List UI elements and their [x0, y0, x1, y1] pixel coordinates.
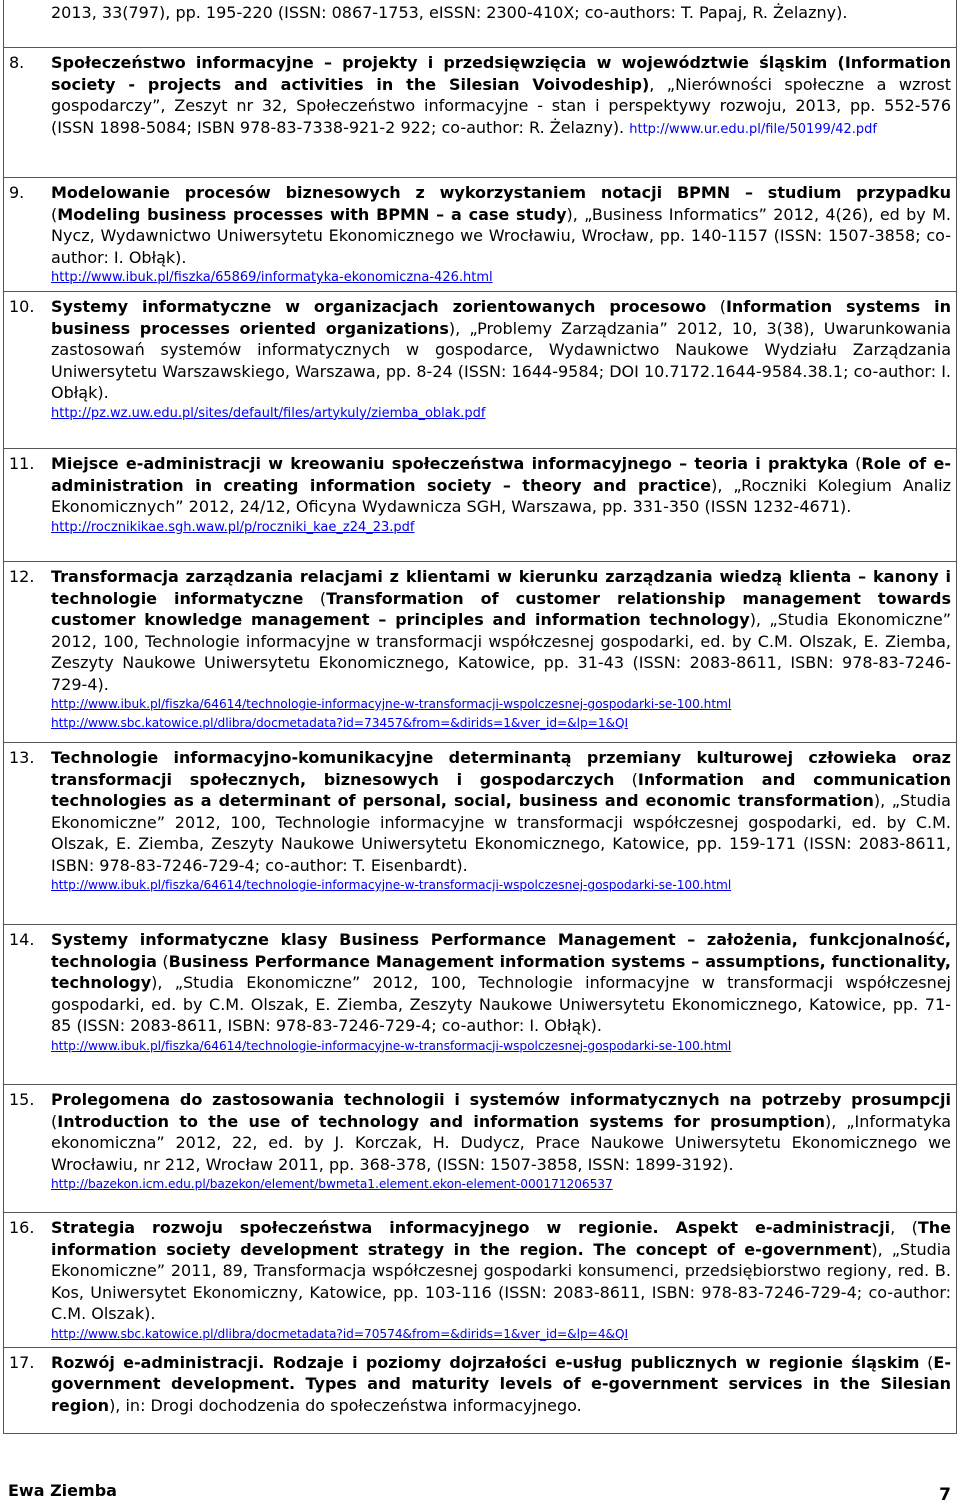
entry-number: 14. — [9, 930, 35, 949]
entry-number: 15. — [9, 1090, 35, 1109]
entry-details: ( — [706, 297, 726, 316]
entry-number: 12. — [9, 567, 35, 586]
entry-number: 13. — [9, 748, 35, 767]
entry-details: ), „Informatyka ekonomiczna” 2012, 22, ed. by J. Korczak, H. Dudycz, Prace Naukowe Uniwersytetu Ekonomicznego we Wrocławiu, nr 212, Wrocław 2011, pp. 368-378, (ISSN: 1507-3858, ISSN: 1899-3192). — [51, 1111, 952, 1174]
entry-details: ), in: Drogi dochodzenia do społeczeństwa informacyjnego. — [109, 1395, 582, 1415]
publication-entry — [4, 925, 957, 1085]
publication-cell — [4, 449, 957, 562]
entry-details: , ( — [890, 1218, 918, 1237]
entry-link[interactable]: http://www.ibuk.pl/fiszka/64614/technologie-informacyjne-w-transformacji-wspolczesnej-gospodarki-se-100.html — [51, 697, 732, 711]
entry-details: ), „Studia Ekonomiczne” 2012, 100, Technologie informacyjne w transformacji współczesnej gospodarki, ed. by C.M. Olszak, E. Ziemba, Zeszyty Naukowe Uniwersytetu Ekonomicznego, Katowice, pp. 31-43 (ISSN: 2083-8611, ISBN: 978-83-7246-729-4). — [51, 610, 952, 694]
entry-title: Modelowanie procesów biznesowych z wykorzystaniem notacji BPMN – studium przypadku — [51, 183, 951, 202]
entry-number: 16. — [9, 1218, 35, 1237]
publication-cell — [4, 178, 957, 292]
entry-title: Introduction to the use of technology and information systems for prosumption — [57, 1111, 826, 1131]
entry-details: ), „Roczniki Kolegium Analiz Ekonomicznych” 2012, 24/12, Oficyna Wydawnicza SGH, Warszawa, pp. 331-350 (ISSN 1232-4671). — [51, 475, 952, 516]
publication-cell — [4, 1347, 957, 1433]
publication-cell — [4, 743, 957, 925]
entry-text — [51, 296, 951, 423]
publication-cell — [4, 292, 957, 449]
entry-text — [51, 1217, 951, 1344]
publication-entry — [4, 743, 957, 925]
entry-number: 8. — [9, 53, 25, 72]
entry-title: Systemy informatyczne w organizacjach zorientowanych procesowo — [51, 297, 707, 316]
entry-link[interactable]: http://pz.wz.uw.edu.pl/sites/default/files/artykuly/ziemba_oblak.pdf — [51, 405, 486, 421]
entry-details: ( — [303, 588, 327, 608]
publication-cell — [4, 925, 957, 1085]
entry-details: , „Nierówności społeczne a wzrost gospodarczy”, Zeszyt nr 32, Społeczeństwo informacyjne - stan i perspektywy rozwoju, 2013, pp. 552-576 (ISSN 1898-5084; ISBN 978-83-7338-921-2 922; co-author: R. Żelazny). — [51, 74, 951, 137]
publication-entry — [4, 1085, 957, 1213]
entry-title: Information and communication technologies as a determinant of personal, social, business and economic transformation — [51, 769, 952, 810]
entry-details: ( — [156, 951, 169, 971]
publication-entry — [4, 48, 957, 178]
entry-title: Strategia rozwoju społeczeństwa informacyjnego w regionie. Aspekt e-administracji — [51, 1218, 891, 1237]
entry-title: Transformation of customer relationship management towards customer knowledge management – principles and information technology — [51, 588, 952, 629]
entry-details: ( — [848, 454, 862, 473]
publication-entry — [4, 449, 957, 562]
publication-entry — [4, 1347, 957, 1433]
publication-entry — [4, 0, 957, 48]
entry-text — [51, 2, 951, 24]
entry-number: 11. — [9, 454, 35, 473]
entry-title: The information society development strategy in the region. The concept of e-government — [51, 1218, 952, 1259]
publication-entry — [4, 562, 957, 743]
entry-details: ( — [51, 1111, 58, 1131]
entry-link[interactable]: http://www.ibuk.pl/fiszka/65869/informatyka-ekonomiczna-426.html — [51, 270, 493, 285]
publication-entry — [4, 292, 957, 449]
entry-title: Systemy informatyczne klasy Business Performance Management – założenia, funkcjonalność, technologia — [51, 930, 951, 971]
entry-title: Transformacja zarządzania relacjami z klientami w kierunku zarządzania wiedzą klienta – kanony i technologie informatyczne — [51, 567, 951, 608]
entry-details: ), „Studia Ekonomiczne” 2012, 100, Technologie informacyjne w transformacji współczesnej gospodarki, ed. by C.M. Olszak, E. Ziemba, Zeszyty Naukowe Uniwersytetu Ekonomicznego, Katowice, pp. 71-85 (ISSN: 2083-8611, ISBN: 978-83-7246-729-4; co-author: I. Obłąk). — [51, 973, 951, 1035]
entry-text — [51, 929, 951, 1056]
entry-title: Prolegomena do zastosowania technologii i systemów informatycznych na potrzeby prosumpcji — [51, 1090, 951, 1109]
entry-title: E-government development. Types and maturity levels of e-government services in the Silesian region — [51, 1352, 951, 1415]
entry-details: ( — [51, 204, 58, 224]
entry-link[interactable]: http://www.ibuk.pl/fiszka/64614/technologie-informacyjne-w-transformacji-wspolczesnej-gospodarki-se-100.html — [51, 878, 732, 892]
entry-title: Business Performance Management information systems – assumptions, functionality, technology — [51, 951, 952, 992]
entry-details: ( — [614, 769, 638, 789]
entry-link[interactable]: http://www.ibuk.pl/fiszka/64614/technologie-informacyjne-w-transformacji-wspolczesnej-gospodarki-se-100.html — [51, 1038, 732, 1053]
entry-text — [51, 1352, 951, 1417]
publication-cell — [4, 1213, 957, 1348]
entry-text — [51, 566, 951, 733]
entry-details: ), „Business Informatics” 2012, 4(26), ed by M. Nycz, Wydawnictwo Uniwersytetu Ekonomicznego we Wrocławiu, Wrocław, pp. 140-1157 (ISSN: 1507-3858; co-author: I. Obłąk). — [51, 204, 952, 267]
entry-link[interactable]: http://www.sbc.katowice.pl/dlibra/docmetadata?id=73457&from=&dirids=1&ver_id=&lp=1&QI — [51, 716, 629, 730]
publication-cell — [4, 1085, 957, 1213]
entry-title: Rozwój e-administracji. Rodzaje i poziomy dojrzałości e-usług publicznych w regionie śląskim — [51, 1352, 920, 1372]
entry-title: Społeczeństwo informacyjne – projekty i przedsięwzięcia w województwie śląskim (Information society - projects and activities in the Silesian Voivodeship) — [51, 53, 951, 94]
entry-link[interactable]: http://rocznikikae.sgh.waw.pl/p/roczniki_kae_z24_23.pdf — [51, 519, 415, 535]
entry-title: Modeling business processes with BPMN – a case study — [57, 204, 567, 224]
publication-cell — [4, 0, 957, 48]
entry-link[interactable]: http://bazekon.icm.edu.pl/bazekon/element/bwmeta1.element.ekon-element-000171206537 — [51, 1177, 613, 1191]
entry-details: 2013, 33(797), pp. 195-220 (ISSN: 0867-1753, eISSN: 2300-410X; co-authors: T. Papaj, R. Żelazny). — [51, 3, 848, 22]
entry-text — [51, 182, 951, 287]
page-number: 7 — [939, 1485, 951, 1505]
entry-details: ), „Studia Ekonomiczne” 2012, 100, Technologie informacyjne w transformacji współczesnej gospodarki, ed. by C.M. Olszak, E. Ziemba, Zeszyty Naukowe Uniwersytetu Ekonomicznego, Katowice, pp. 159-171 (ISSN: 2083-8611, ISBN: 978-83-7246-729-4; co-author: T. Eisenbardt). — [51, 791, 951, 875]
entry-number: 10. — [9, 297, 35, 316]
entry-text — [51, 747, 951, 895]
entry-link[interactable]: http://www.sbc.katowice.pl/dlibra/docmetadata?id=70574&from=&dirids=1&ver_id=&lp=4&QI — [51, 1326, 629, 1341]
entry-link[interactable]: http://www.ur.edu.pl/file/50199/42.pdf — [629, 121, 877, 137]
entry-number: 9. — [9, 183, 25, 202]
entry-text — [51, 1089, 951, 1194]
entry-text — [51, 453, 951, 537]
entry-title: Technologie informacyjno-komunikacyjne determinantą przemiany kulturowej człowieka oraz transformacji społecznych, biznesowych i gospodarczych — [51, 748, 951, 789]
entry-title: Information systems in business processes oriented organizations — [51, 297, 951, 338]
publication-entry — [4, 1213, 957, 1348]
publication-list — [3, 0, 957, 1434]
publication-entry — [4, 178, 957, 292]
publication-cell — [4, 562, 957, 743]
publication-cell — [4, 48, 957, 178]
entry-title: Role of e-administration in creating information society – theory and practice — [51, 454, 951, 495]
footer-author: Ewa Ziemba — [8, 1481, 117, 1500]
entry-title: Miejsce e-administracji w kreowaniu społeczeństwa informacyjnego – teoria i praktyka — [51, 454, 849, 473]
entry-details: ), „Problemy Zarządzania” 2012, 10, 3(38), Uwarunkowania zastosowań systemów informatycznych w gospodarce, Wydawnictwo Naukowe Wydziału Zarządzania Uniwersytetu Warszawskiego, Warszawa, pp. 8-24 (ISSN: 1644-9584; DOI 10.7172.1644-9584.38.1; co-author: I. Obłąk). — [51, 318, 951, 402]
entry-text — [51, 52, 951, 140]
entry-details: ( — [919, 1352, 934, 1372]
entry-details: ), „Studia Ekonomiczne” 2011, 89, Transformacja współczesnej gospodarki konsumenci, przedsiębiorstwo regiony, red. B. Kos, Uniwersytet Ekonomiczny, Katowice, pp. 103-116 (ISSN: 2083-8611, ISBN: 978-83-7246-729-4; co-author: C.M. Olszak). — [51, 1239, 951, 1323]
entry-number: 17. — [9, 1352, 35, 1372]
